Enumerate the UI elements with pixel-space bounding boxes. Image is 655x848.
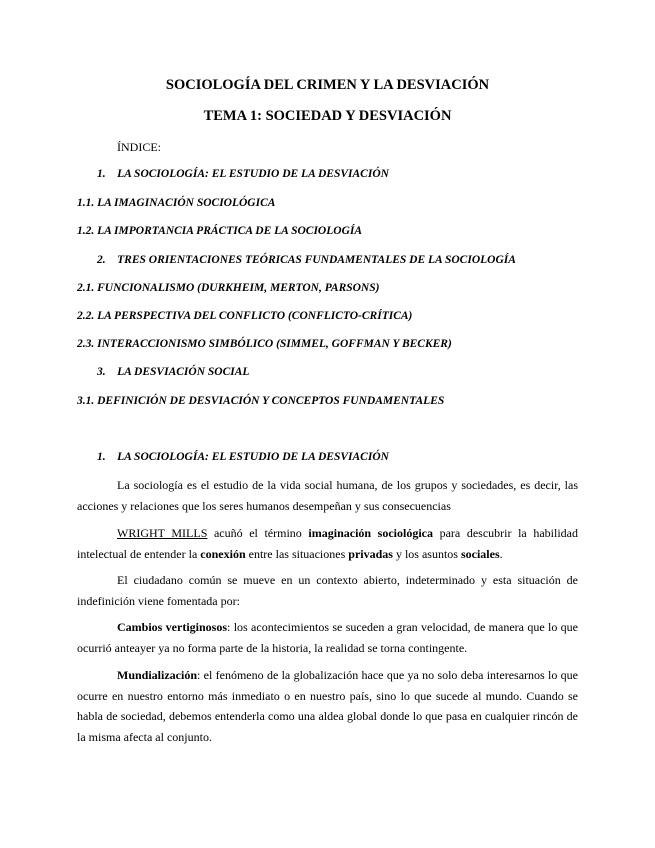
paragraph-mundializacion: Mundialización: el fenómeno de la globalización hace que ya no solo deba interesarnos lo que ocurre en nuestro entorno más inmediato o en nuestro país, sino lo que sucede al mundo. Cuando se habla de sociedad, debemos entenderla como una aldea global donde lo que pasa en cualquier rincón de la misma afecta al conjunto. bbox=[77, 668, 578, 744]
author-name: WRIGHT MILLS bbox=[117, 526, 208, 540]
term-mundializacion: Mundialización bbox=[117, 668, 198, 682]
index-item: 2.3. INTERACCIONISMO SIMBÓLICO (SIMMEL, GOFFMAN Y BECKER) bbox=[77, 338, 452, 350]
index-item: 1. LA SOCIOLOGÍA: EL ESTUDIO DE LA DESVIACIÓN bbox=[97, 168, 389, 180]
document-subtitle: TEMA 1: SOCIEDAD Y DESVIACIÓN bbox=[203, 108, 452, 124]
index-item: 2. TRES ORIENTACIONES TEÓRICAS FUNDAMENTALES DE LA SOCIOLOGÍA bbox=[97, 254, 516, 266]
index-item: 2.1. FUNCIONALISMO (DURKHEIM, MERTON, PARSONS) bbox=[77, 282, 380, 294]
section-heading: 1. LA SOCIOLOGÍA: EL ESTUDIO DE LA DESVIACIÓN bbox=[97, 451, 389, 463]
paragraph-wright-mills: WRIGHT MILLS acuñó el término imaginación sociológica para descubrir la habilidad intelectual de entender la conexión entre las situaciones privadas y los asuntos sociales. bbox=[77, 526, 578, 561]
index-item: 1.2. LA IMPORTANCIA PRÁCTICA DE LA SOCIOLOGÍA bbox=[77, 225, 363, 237]
index-item: 2.2. LA PERSPECTIVA DEL CONFLICTO (CONFLICTO-CRÍTICA) bbox=[77, 310, 413, 322]
document-title: SOCIOLOGÍA DEL CRIMEN Y LA DESVIACIÓN bbox=[165, 77, 490, 93]
paragraph-definition: La sociología es el estudio de la vida social humana, de los grupos y sociedades, es decir, las acciones y relaciones que los seres humanos desempeñan y sus consecuencias bbox=[77, 478, 578, 513]
paragraph-ciudadano: El ciudadano común se mueve en un contexto abierto, indeterminado y esta situación de indefinición viene fomentada por: bbox=[77, 573, 578, 608]
paragraph-cambios: Cambios vertiginosos: los acontecimientos se suceden a gran velocidad, de manera que lo que ocurrió anteayer ya no forma parte de la historia, la realidad se torna contingente. bbox=[77, 620, 578, 655]
index-item: 3.1. DEFINICIÓN DE DESVIACIÓN Y CONCEPTOS FUNDAMENTALES bbox=[77, 395, 445, 407]
index-item: 1.1. LA IMAGINACIÓN SOCIOLÓGICA bbox=[77, 197, 276, 209]
term-cambios: Cambios vertiginosos bbox=[117, 620, 228, 634]
index-label: ÍNDICE: bbox=[117, 140, 161, 154]
index-item: 3. LA DESVIACIÓN SOCIAL bbox=[97, 366, 250, 378]
